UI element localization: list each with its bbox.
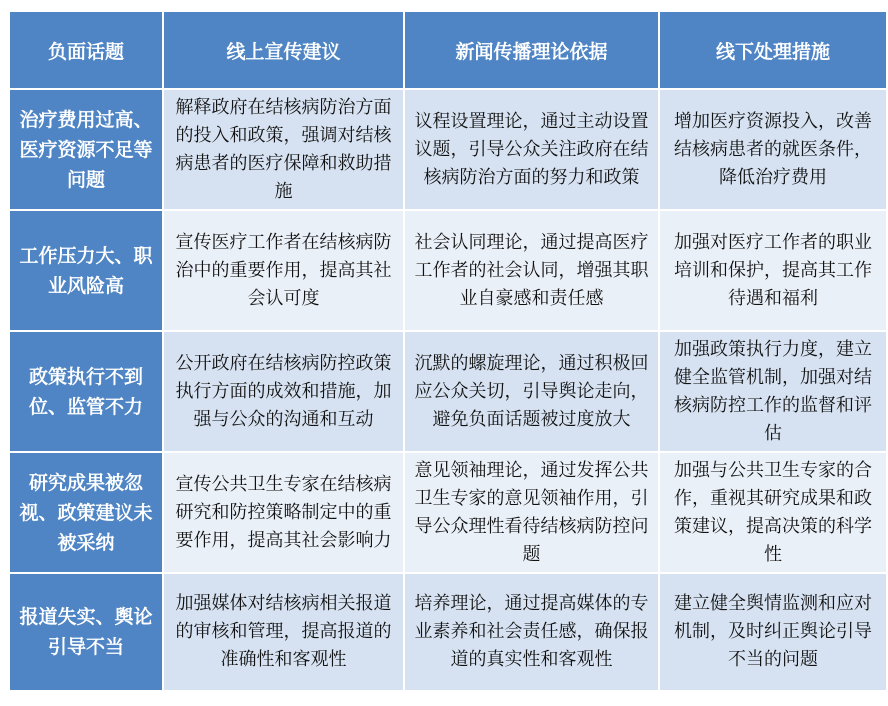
row-online-suggestion: 加强媒体对结核病相关报道的审核和管理，提高报道的准确性和客观性: [163, 573, 404, 691]
row-topic: 报道失实、舆论引导不当: [9, 573, 163, 691]
row-offline-measures: 建立健全舆情监测和应对机制，及时纠正舆论引导不当的问题: [659, 573, 887, 691]
row-topic: 政策执行不到位、监管不力: [9, 331, 163, 452]
table-row: [9, 452, 887, 573]
row-offline-measures: 加强政策执行力度，建立健全监管机制，加强对结核病防控工作的监督和评估: [659, 331, 887, 452]
row-offline-measures: 加强对医疗工作者的职业培训和保护，提高其工作待遇和福利: [659, 210, 887, 331]
row-theory-basis: 培养理论，通过提高媒体的专业素养和社会责任感，确保报道的真实性和客观性: [404, 573, 659, 691]
row-topic: 治疗费用过高、医疗资源不足等问题: [9, 89, 163, 210]
row-online-suggestion: 解释政府在结核病防治方面的投入和政策，强调对结核病患者的医疗保障和救助措施: [163, 89, 404, 210]
row-theory-basis: 议程设置理论，通过主动设置议题，引导公众关注政府在结核病防治方面的努力和政策: [404, 89, 659, 210]
row-offline-measures: 加强与公共卫生专家的合作，重视其研究成果和政策建议，提高决策的科学性: [659, 452, 887, 573]
row-offline-measures: 增加医疗资源投入，改善结核病患者的就医条件，降低治疗费用: [659, 89, 887, 210]
row-theory-basis: 意见领袖理论，通过发挥公共卫生专家的意见领袖作用，引导公众理性看待结核病防控问题: [404, 452, 659, 573]
table-row: [9, 210, 887, 331]
row-topic: 研究成果被忽视、政策建议未被采纳: [9, 452, 163, 573]
header-row: [9, 11, 887, 89]
row-online-suggestion: 宣传公共卫生专家在结核病研究和防控策略制定中的重要作用，提高其社会影响力: [163, 452, 404, 573]
topic-response-table: [8, 10, 888, 692]
table-row: [9, 89, 887, 210]
table-row: [9, 331, 887, 452]
row-theory-basis: 社会认同理论，通过提高医疗工作者的社会认同，增强其职业自豪感和责任感: [404, 210, 659, 331]
row-theory-basis: 沉默的螺旋理论，通过积极回应公众关切，引导舆论走向，避免负面话题被过度放大: [404, 331, 659, 452]
header-offline-measures: 线下处理措施: [659, 11, 887, 89]
row-online-suggestion: 公开政府在结核病防控政策执行方面的成效和措施，加强与公众的沟通和互动: [163, 331, 404, 452]
table-row: [9, 573, 887, 691]
header-topic: 负面话题: [9, 11, 163, 89]
header-theory-basis: 新闻传播理论依据: [404, 11, 659, 89]
header-online-suggestion: 线上宣传建议: [163, 11, 404, 89]
row-online-suggestion: 宣传医疗工作者在结核病防治中的重要作用，提高其社会认可度: [163, 210, 404, 331]
row-topic: 工作压力大、职业风险高: [9, 210, 163, 331]
